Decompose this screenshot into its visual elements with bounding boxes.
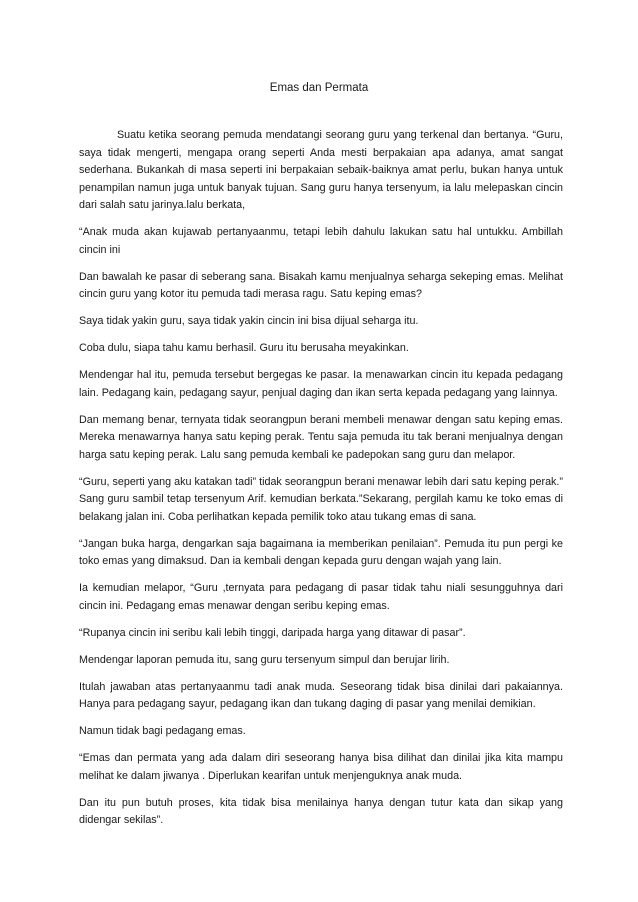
paragraph: “Anak muda akan kujawab pertanyaanmu, tetapi lebih dahulu lakukan satu hal untukku. Ambillah cincin ini [79, 226, 563, 256]
paragraph: “Emas dan permata yang ada dalam diri seseorang hanya bisa dilihat dan dinilai jika kita mampu melihat ke dalam jiwanya . Diperlukan kearifan untuk menjenguknya anak muda. [79, 752, 563, 782]
paragraph: Mendengar hal itu, pemuda tersebut bergegas ke pasar. Ia menawarkan cincin itu kepada pedagang lain. Pedagang kain, pedagang sayur, penjual daging dan ikan serta kepada pedagang yang lainnya. [79, 369, 563, 399]
paragraph: Dan bawalah ke pasar di seberang sana. Bisakah kamu menjualnya seharga sekeping emas. Melihat cincin guru yang kotor itu pemuda tadi merasa ragu. Satu keping emas? [79, 270, 563, 300]
document-title: Emas dan Permata [269, 82, 369, 94]
paragraph: Ia kemudian melapor, “Guru ,ternyata para pedagang di pasar tidak tahu niali sesungguhnya dari cincin ini. Pedagang emas menawar dengan seribu keping emas. [79, 582, 563, 612]
paragraph: Namun tidak bagi pedagang emas. [79, 725, 246, 737]
paragraph: Suatu ketika seorang pemuda mendatangi seorang guru yang terkenal dan bertanya. “Guru, saya tidak mengerti, mengapa orang seperti Anda mesti berpakaian apa adanya, amat sangat sederhana. Bukankah di masa seperti ini berpakaian sebaik-baiknya amat perlu, bukan hanya untuk penampilan namun juga untuk banyak tujuan. Sang guru hanya tersenyum, ia lalu melepaskan cincin dari salah satu jarinya.lalu berkata, [79, 129, 563, 211]
paragraph: Itulah jawaban atas pertanyaanmu tadi anak muda. Seseorang tidak bisa dinilai dari pakaiannya. Hanya para pedagang sayur, pedagang ikan dan tukang daging di pasar yang menilai demikian. [79, 680, 563, 710]
paragraph: “Guru, seperti yang aku katakan tadi” tidak seorangpun berani menawar lebih dari satu keping perak.” Sang guru sambil tetap tersenyum Arif. kemudian berkata.”Sekarang, pergilah kamu ke toko emas di belakang jalan ini. Coba perlihatkan kepada pemilik toko atau tukang emas di sana. [79, 475, 563, 523]
document-body [79, 127, 563, 839]
paragraph: Dan memang benar, ternyata tidak seorangpun berani membeli menawar dengan satu keping emas. Mereka menawarnya hanya satu keping perak. Tentu saja pemuda itu tak berani menjualnya dengan harga satu keping perak. Lalu sang pemuda kembali ke padepokan sang guru dan melapor. [79, 413, 563, 461]
paragraph: “Jangan buka harga, dengarkan saja bagaimana ia memberikan penilaian”. Pemuda itu pun pergi ke toko emas yang dimaksud. Dan ia kembali dengan kepada guru dengan wajah yang lain. [79, 537, 563, 567]
paragraph: Coba dulu, siapa tahu kamu berhasil. Guru itu berusaha meyakinkan. [79, 342, 409, 354]
paragraph: “Rupanya cincin ini seribu kali lebih tinggi, daripada harga yang ditawar di pasar”. [79, 626, 466, 639]
paragraph: Mendengar laporan pemuda itu, sang guru tersenyum simpul dan berujar lirih. [79, 653, 450, 666]
paragraph: Saya tidak yakin guru, saya tidak yakin cincin ini bisa dijual seharga itu. [79, 315, 419, 327]
paragraph: Dan itu pun butuh proses, kita tidak bisa menilainya hanya dengan tutur kata dan sikap yang didengar sekilas”. [79, 796, 563, 826]
